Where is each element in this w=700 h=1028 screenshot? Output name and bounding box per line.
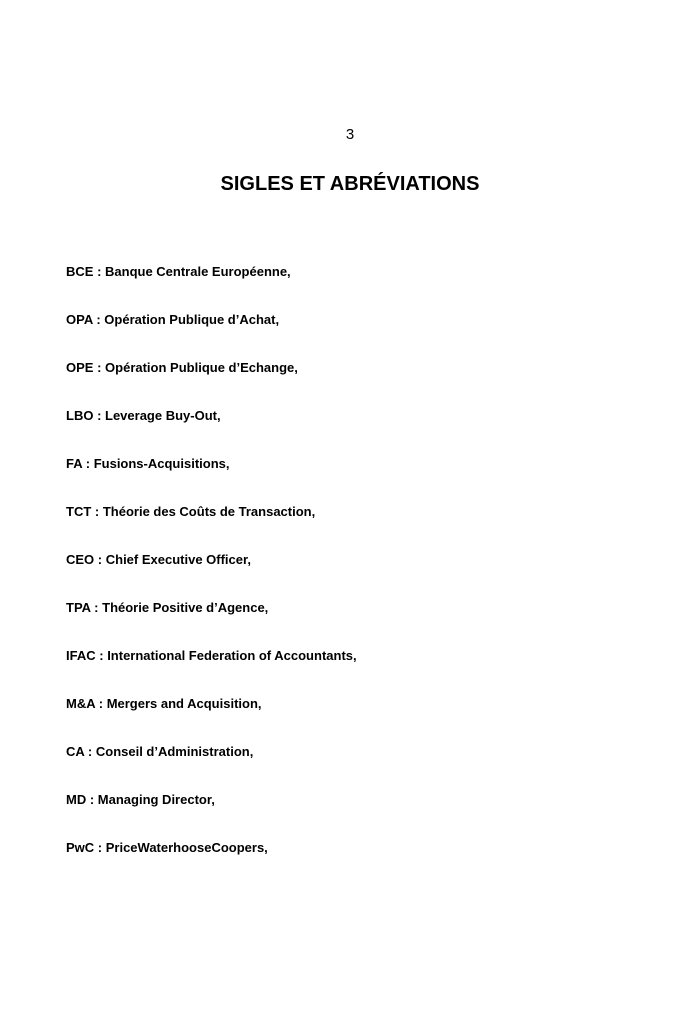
abbreviation-entry: FA : Fusions-Acquisitions,	[66, 456, 230, 471]
abbreviation-term: BCE	[66, 264, 94, 279]
abbreviation-term: OPE	[66, 360, 94, 375]
abbreviation-entry: CEO : Chief Executive Officer,	[66, 552, 251, 567]
abbreviation-meaning: Banque Centrale Européenne,	[105, 264, 291, 279]
abbreviation-meaning: Opération Publique d’Achat,	[104, 312, 280, 327]
abbreviation-entry: CA : Conseil d’Administration,	[66, 744, 254, 759]
abbreviation-entry: OPA : Opération Publique d’Achat,	[66, 312, 280, 327]
abbreviation-entry: BCE : Banque Centrale Européenne,	[66, 264, 291, 279]
abbreviation-meaning: Leverage Buy-Out,	[105, 408, 221, 423]
abbreviation-meaning: Fusions-Acquisitions,	[93, 456, 230, 471]
page-number: 3	[345, 126, 355, 143]
abbreviation-term: LBO	[66, 408, 94, 423]
abbreviation-term: PwC	[66, 840, 95, 855]
abbreviation-entry: OPE : Opération Publique d’Echange,	[66, 360, 298, 375]
abbreviation-meaning: PriceWaterhooseCoopers,	[105, 840, 268, 855]
abbreviation-meaning: International Federation of Accountants,	[107, 648, 357, 663]
abbreviation-term: CA	[66, 744, 85, 759]
abbreviation-meaning: Conseil d’Administration,	[95, 744, 254, 759]
abbreviation-term: MD	[66, 792, 87, 807]
abbreviation-entry: LBO : Leverage Buy-Out,	[66, 408, 221, 423]
abbreviation-entry: M&A : Mergers and Acquisition,	[66, 696, 262, 711]
abbreviation-entry: TPA : Théorie Positive d’Agence,	[66, 600, 269, 615]
abbreviation-term: TPA	[66, 600, 91, 615]
abbreviation-term: OPA	[66, 312, 93, 327]
abbreviation-term: CEO	[66, 552, 95, 567]
abbreviation-entry: MD : Managing Director,	[66, 792, 215, 807]
page-title: SIGLES ET ABRÉVIATIONS	[220, 173, 480, 195]
abbreviation-meaning: Théorie des Coûts de Transaction,	[102, 504, 316, 519]
abbreviation-term: FA	[66, 456, 83, 471]
abbreviation-entry: IFAC : International Federation of Accountants,	[66, 648, 357, 663]
abbreviation-meaning: Managing Director,	[97, 792, 215, 807]
abbreviation-meaning: Opération Publique d’Echange,	[105, 360, 298, 375]
abbreviation-list	[66, 263, 357, 887]
abbreviation-entry: PwC : PriceWaterhooseCoopers,	[66, 840, 268, 855]
abbreviation-term: IFAC	[66, 648, 96, 663]
abbreviation-meaning: Chief Executive Officer,	[105, 552, 251, 567]
abbreviation-term: M&A	[66, 696, 96, 711]
abbreviation-entry: TCT : Théorie des Coûts de Transaction,	[66, 504, 316, 519]
abbreviation-meaning: Théorie Positive d’Agence,	[102, 600, 269, 615]
abbreviation-meaning: Mergers and Acquisition,	[106, 696, 262, 711]
abbreviation-term: TCT	[66, 504, 92, 519]
